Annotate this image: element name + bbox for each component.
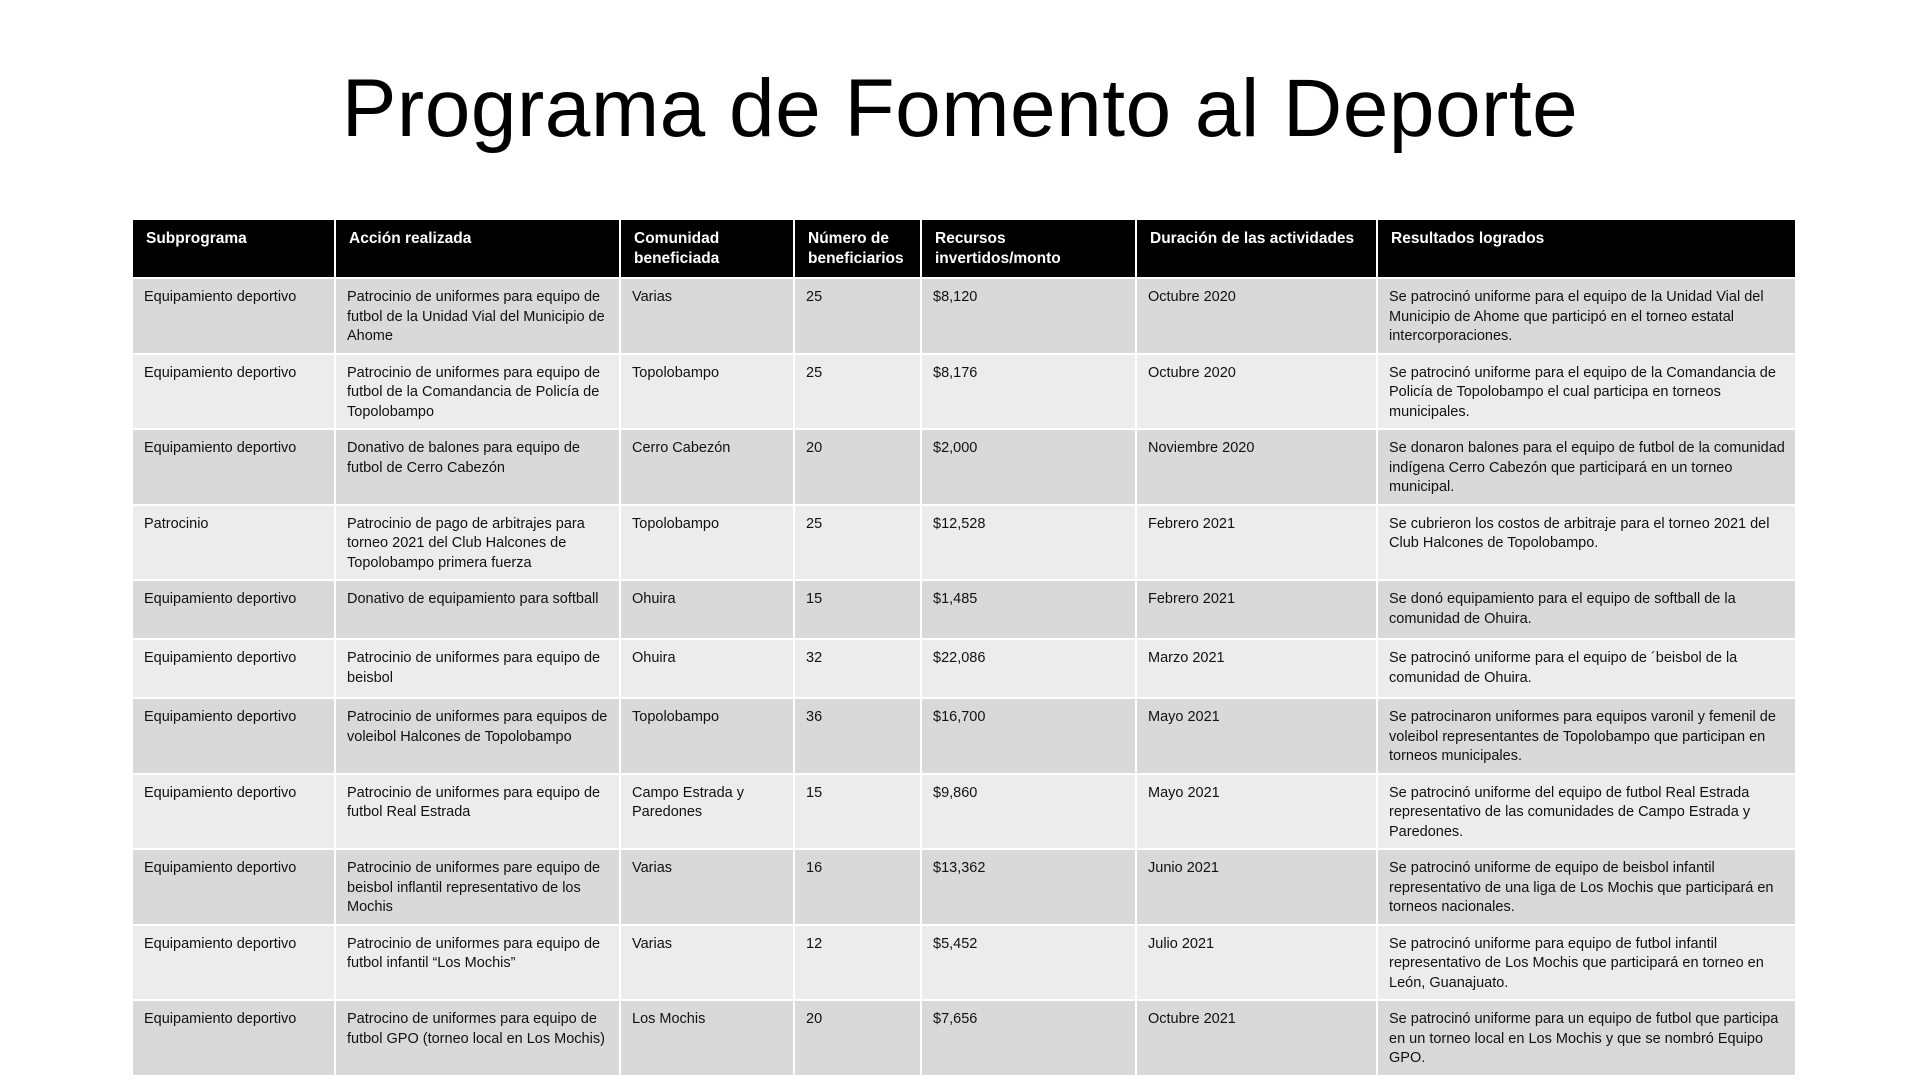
cell-subprograma: Patrocinio (133, 505, 335, 581)
cell-comunidad: Varias (620, 925, 794, 1001)
cell-comunidad: Varias (620, 849, 794, 925)
program-table (133, 220, 1795, 1075)
table-row (133, 774, 1795, 850)
cell-duracion: Marzo 2021 (1136, 639, 1377, 698)
table-header (133, 220, 1795, 278)
cell-beneficiarios: 25 (794, 354, 921, 430)
cell-resultados: Se donó equipamiento para el equipo de softball de la comunidad de Ohuira. (1377, 580, 1795, 639)
cell-monto: $16,700 (921, 698, 1136, 774)
cell-beneficiarios: 25 (794, 505, 921, 581)
cell-subprograma: Equipamiento deportivo (133, 698, 335, 774)
cell-accion: Patrocino de uniformes para equipo de futbol GPO (torneo local en Los Mochis) (335, 1000, 620, 1075)
cell-accion: Patrocinio de uniformes pare equipo de beisbol inflantil representativo de los Mochis (335, 849, 620, 925)
cell-accion: Patrocinio de uniformes para equipo de futbol de la Comandancia de Policía de Topolobampo (335, 354, 620, 430)
table-row (133, 849, 1795, 925)
header-row (133, 220, 1795, 278)
cell-comunidad: Ohuira (620, 580, 794, 639)
cell-subprograma: Equipamiento deportivo (133, 580, 335, 639)
header-accion-realizada: Acción realizada (335, 220, 620, 278)
cell-duracion: Mayo 2021 (1136, 774, 1377, 850)
cell-accion: Patrocinio de uniformes para equipo de futbol infantil “Los Mochis” (335, 925, 620, 1001)
cell-monto: $22,086 (921, 639, 1136, 698)
table-row (133, 698, 1795, 774)
table-row (133, 925, 1795, 1001)
cell-resultados: Se patrocinó uniforme para el equipo de la Unidad Vial del Municipio de Ahome que participó en el torneo estatal intercorporaciones. (1377, 278, 1795, 354)
cell-accion: Patrocinio de uniformes para equipo de futbol de la Unidad Vial del Municipio de Ahome (335, 278, 620, 354)
cell-beneficiarios: 12 (794, 925, 921, 1001)
cell-comunidad: Topolobampo (620, 698, 794, 774)
cell-accion: Patrocinio de pago de arbitrajes para torneo 2021 del Club Halcones de Topolobampo primera fuerza (335, 505, 620, 581)
table-row (133, 505, 1795, 581)
cell-accion: Donativo de balones para equipo de futbol de Cerro Cabezón (335, 429, 620, 505)
table-row (133, 639, 1795, 698)
cell-monto: $12,528 (921, 505, 1136, 581)
cell-monto: $2,000 (921, 429, 1136, 505)
cell-duracion: Febrero 2021 (1136, 505, 1377, 581)
cell-beneficiarios: 16 (794, 849, 921, 925)
cell-accion: Donativo de equipamiento para softball (335, 580, 620, 639)
cell-monto: $1,485 (921, 580, 1136, 639)
cell-monto: $9,860 (921, 774, 1136, 850)
cell-monto: $8,120 (921, 278, 1136, 354)
cell-resultados: Se patrocinaron uniformes para equipos varonil y femenil de voleibol representantes de Topolobampo que participan en torneos municipales. (1377, 698, 1795, 774)
cell-comunidad: Los Mochis (620, 1000, 794, 1075)
cell-beneficiarios: 20 (794, 1000, 921, 1075)
header-comunidad-beneficiada: Comunidad beneficiada (620, 220, 794, 278)
cell-beneficiarios: 36 (794, 698, 921, 774)
table-row (133, 278, 1795, 354)
cell-duracion: Noviembre 2020 (1136, 429, 1377, 505)
cell-comunidad: Topolobampo (620, 354, 794, 430)
cell-subprograma: Equipamiento deportivo (133, 849, 335, 925)
cell-duracion: Mayo 2021 (1136, 698, 1377, 774)
header-duracion-actividades: Duración de las actividades (1136, 220, 1377, 278)
slide-title: Programa de Fomento al Deporte (341, 63, 1579, 154)
cell-duracion: Octubre 2020 (1136, 354, 1377, 430)
cell-resultados: Se patrocinó uniforme de equipo de beisbol infantil representativo de una liga de Los Mochis que participará en torneos nacionales. (1377, 849, 1795, 925)
cell-subprograma: Equipamiento deportivo (133, 1000, 335, 1075)
cell-subprograma: Equipamiento deportivo (133, 429, 335, 505)
program-table-container (133, 220, 1795, 1075)
cell-resultados: Se patrocinó uniforme para el equipo de la Comandancia de Policía de Topolobampo el cual participa en torneos municipales. (1377, 354, 1795, 430)
header-resultados-logrados: Resultados logrados (1377, 220, 1795, 278)
table-body (133, 278, 1795, 1075)
cell-beneficiarios: 15 (794, 774, 921, 850)
cell-duracion: Febrero 2021 (1136, 580, 1377, 639)
cell-accion: Patrocinio de uniformes para equipos de voleibol Halcones de Topolobampo (335, 698, 620, 774)
cell-duracion: Junio 2021 (1136, 849, 1377, 925)
cell-duracion: Octubre 2020 (1136, 278, 1377, 354)
cell-subprograma: Equipamiento deportivo (133, 354, 335, 430)
cell-monto: $5,452 (921, 925, 1136, 1001)
cell-accion: Patrocinio de uniformes para equipo de futbol Real Estrada (335, 774, 620, 850)
cell-comunidad: Ohuira (620, 639, 794, 698)
table-row (133, 1000, 1795, 1075)
header-recursos-invertidos: Recursos invertidos/monto (921, 220, 1136, 278)
table-row (133, 354, 1795, 430)
cell-resultados: Se donaron balones para el equipo de futbol de la comunidad indígena Cerro Cabezón que participará en un torneo municipal. (1377, 429, 1795, 505)
table-row (133, 580, 1795, 639)
cell-comunidad: Topolobampo (620, 505, 794, 581)
cell-subprograma: Equipamiento deportivo (133, 278, 335, 354)
header-subprograma: Subprograma (133, 220, 335, 278)
cell-accion: Patrocinio de uniformes para equipo de beisbol (335, 639, 620, 698)
cell-monto: $13,362 (921, 849, 1136, 925)
cell-comunidad: Varias (620, 278, 794, 354)
cell-beneficiarios: 15 (794, 580, 921, 639)
cell-resultados: Se cubrieron los costos de arbitraje para el torneo 2021 del Club Halcones de Topolobampo. (1377, 505, 1795, 581)
cell-monto: $7,656 (921, 1000, 1136, 1075)
cell-resultados: Se patrocinó uniforme del equipo de futbol Real Estrada representativo de las comunidades de Campo Estrada y Paredones. (1377, 774, 1795, 850)
cell-comunidad: Cerro Cabezón (620, 429, 794, 505)
cell-subprograma: Equipamiento deportivo (133, 925, 335, 1001)
cell-resultados: Se patrocinó uniforme para el equipo de ´beisbol de la comunidad de Ohuira. (1377, 639, 1795, 698)
cell-resultados: Se patrocinó uniforme para un equipo de futbol que participa en un torneo local en Los Mochis y que se nombró Equipo GPO. (1377, 1000, 1795, 1075)
cell-subprograma: Equipamiento deportivo (133, 639, 335, 698)
table-row (133, 429, 1795, 505)
header-numero-beneficiarios: Número de beneficiarios (794, 220, 921, 278)
cell-beneficiarios: 32 (794, 639, 921, 698)
cell-comunidad: Campo Estrada y Paredones (620, 774, 794, 850)
cell-resultados: Se patrocinó uniforme para equipo de futbol infantil representativo de Los Mochis que participará en torneo en León, Guanajuato. (1377, 925, 1795, 1001)
cell-monto: $8,176 (921, 354, 1136, 430)
cell-duracion: Octubre 2021 (1136, 1000, 1377, 1075)
cell-beneficiarios: 20 (794, 429, 921, 505)
cell-duracion: Julio 2021 (1136, 925, 1377, 1001)
cell-beneficiarios: 25 (794, 278, 921, 354)
cell-subprograma: Equipamiento deportivo (133, 774, 335, 850)
